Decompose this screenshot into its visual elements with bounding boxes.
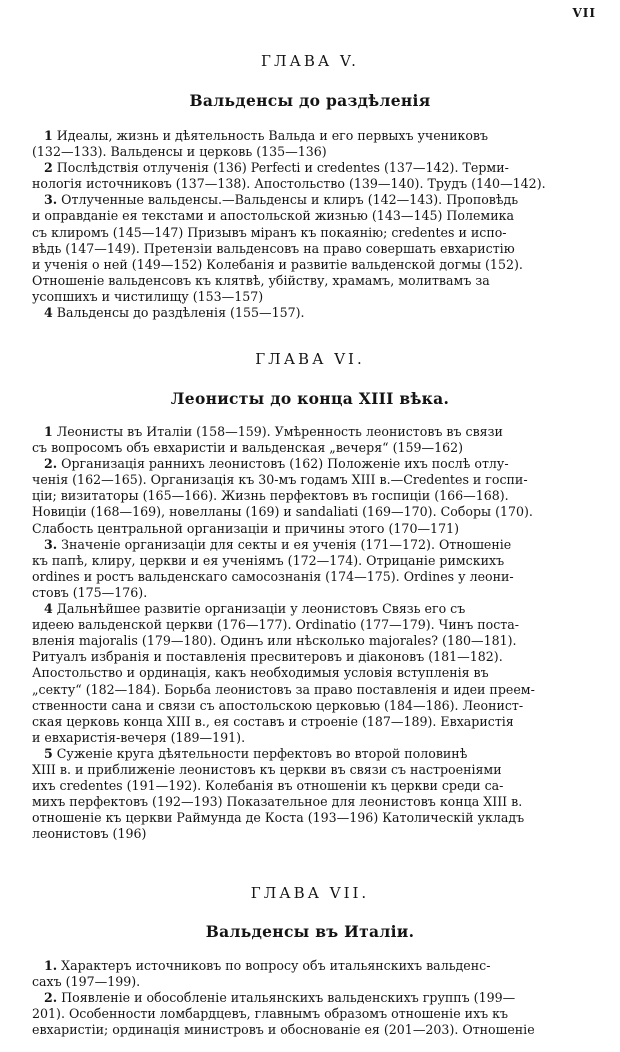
paragraph-line: 2 Послѣдствія отлученія (136) Perfecti и credentes (137—142). Терми-: [44, 160, 509, 176]
chapter-paragraph: [0, 160, 620, 192]
paragraph-line: 2. Появленіе и обособленіе итальянскихъ вальденскихъ группъ (199—: [44, 990, 516, 1006]
paragraph-line: идеею вальденской церкви (176—177). Ordinatio (177—179). Чинъ поста-: [32, 617, 519, 633]
paragraph-line: 2. Организація раннихъ леонистовъ (162) Положеніе ихъ послѣ отлу-: [44, 456, 509, 472]
chapter-paragraph: [0, 990, 620, 1038]
paragraph-line: ченія (162—165). Организація къ 30-мъ годамъ XIII в.—Credentes и госпи-: [32, 472, 528, 488]
paragraph-line: ціи; визитаторы (165—166). Жизнь перфектовъ въ госпиціи (166—168).: [32, 488, 509, 504]
paragraph-line: 3. Отлученные вальденсы.—Вальденсы и клиръ (142—143). Проповѣдь: [44, 192, 519, 208]
chapter-label: ГЛАВА V.: [261, 52, 359, 70]
paragraph-line: XIII в. и приближеніе леонистовъ къ церкви въ связи съ настроеніями: [32, 761, 502, 777]
chapter-6: [0, 350, 620, 842]
paragraph-line: михъ перфектовъ (192—193) Показательное для леонистовъ конца XIII в.: [32, 794, 523, 810]
paragraph-line: сахъ (197—199).: [32, 974, 141, 990]
chapter-paragraph: [0, 305, 620, 321]
chapter-paragraph: [0, 746, 620, 843]
chapter-paragraph: [0, 192, 620, 305]
paragraph-line: и евхаристія-вечеря (189—191).: [32, 729, 246, 745]
paragraph-line: вѣдь (147—149). Претензіи вальденсовъ на право совершать евхаристію: [32, 240, 515, 256]
paragraph-line: съ клиромъ (145—147) Призывъ міранъ къ покаянію; credentes и испо-: [32, 224, 507, 240]
chapter-paragraph: [0, 424, 620, 456]
paragraph-line: 1 Леонисты въ Италіи (158—159). Умѣренность леонистовъ въ связи: [44, 424, 503, 439]
paragraph-line: 3. Значеніе организаціи для секты и ея ученія (171—172). Отношеніе: [44, 536, 512, 552]
paragraph-line: „секту“ (182—184). Борьба леонистовъ за право поставленія и идеи преем-: [32, 681, 535, 697]
paragraph-line: Отношеніе вальденсовъ къ клятвѣ, убійству, храмамъ, молитвамъ за: [32, 272, 490, 288]
paragraph-line: ская церковь конца XIII в., ея составъ и строеніе (187—189). Евхаристія: [32, 713, 514, 729]
paragraph-line: и оправданіе ея текстами и апостольской жизнью (143—145) Полемика: [32, 208, 514, 224]
paragraph-line: нологія источниковъ (137—138). Апостольство (139—140). Трудъ (140—142).: [32, 176, 546, 192]
chapter-paragraph: [0, 537, 620, 601]
chapter-title: Леонисты до конца XIII вѣка.: [170, 389, 450, 408]
paragraph-line: стовъ (175—176).: [32, 584, 148, 600]
paragraph-line: 201). Особенности ломбардцевъ, главнымъ образомъ отношеніе ихъ къ: [32, 1006, 509, 1022]
paragraph-line: 1 Идеалы, жизнь и дѣятельность Вальда и его первыхъ учениковъ: [44, 128, 489, 143]
paragraph-line: евхаристіи; ординація министровъ и обоснованіе ея (201—203). Отношеніе: [32, 1022, 535, 1038]
paragraph-line: съ вопросомъ объ евхаристіи и вальденская „вечеря“ (159—162): [32, 440, 464, 456]
paragraph-line: и ученія о ней (149—152) Колебанія и развитіе вальденской догмы (152).: [32, 256, 523, 272]
chapter-label: ГЛАВА VII.: [250, 884, 370, 902]
chapter-title: Вальденсы въ Италіи.: [205, 922, 415, 941]
paragraph-line: Ритуалъ избранія и поставленія пресвитеровъ и діаконовъ (181—182).: [32, 649, 503, 665]
chapter-paragraph: [0, 601, 620, 746]
chapter-title: Вальденсы до раздѣленія: [189, 91, 431, 110]
chapter-7: [0, 884, 620, 1038]
paragraph-line: къ папѣ, клиру, церкви и ея ученіямъ (172—174). Отрицаніе римскихъ: [32, 552, 505, 568]
chapter-paragraph: [0, 456, 620, 536]
chapter-label: ГЛАВА VI.: [255, 350, 365, 368]
chapter-paragraph: [0, 128, 620, 160]
paragraph-line: Слабость центральной организаціи и причины этого (170—171): [32, 520, 460, 536]
paragraph-line: ственности сана и связи съ апостольскою церковью (184—186). Леонист-: [32, 697, 524, 713]
paragraph-line: ordines и ростъ вальденскаго самосознанія (174—175). Ordines у леони-: [32, 568, 514, 584]
page-number: VII: [572, 6, 596, 20]
paragraph-line: леонистовъ (196): [32, 826, 147, 842]
paragraph-line: отношеніе къ церкви Раймунда де Коста (193—196) Католическій укладъ: [32, 810, 525, 826]
paragraph-line: Новиціи (168—169), новелланы (169) и sandaliati (169—170). Соборы (170).: [32, 504, 533, 520]
paragraph-line: 4 Дальнѣйшее развитіе организаціи у леонистовъ Связь его съ: [44, 601, 466, 617]
paragraph-line: ихъ credentes (191—192). Колебанія въ отношеніи къ церкви среди са-: [32, 778, 504, 794]
paragraph-line: вленія majoralis (179—180). Одинъ или нѣсколько majorales? (180—181).: [32, 633, 517, 649]
paragraph-line: 5 Суженіе круга дѣятельности перфектовъ во второй половинѣ: [44, 745, 468, 761]
paragraph-line: 4 Вальденсы до раздѣленія (155—157).: [44, 305, 305, 321]
paragraph-line: Апостольство и ординація, какъ необходимыя условія вступленія въ: [32, 665, 489, 681]
chapter-5: [0, 52, 620, 321]
paragraph-line: усопшихъ и чистилищу (153—157): [32, 288, 264, 304]
paragraph-line: 1. Характеръ источниковъ по вопросу объ итальянскихъ вальденс-: [44, 958, 491, 973]
chapter-paragraph: [0, 958, 620, 990]
paragraph-line: (132—133). Вальденсы и церковь (135—136): [32, 144, 327, 160]
